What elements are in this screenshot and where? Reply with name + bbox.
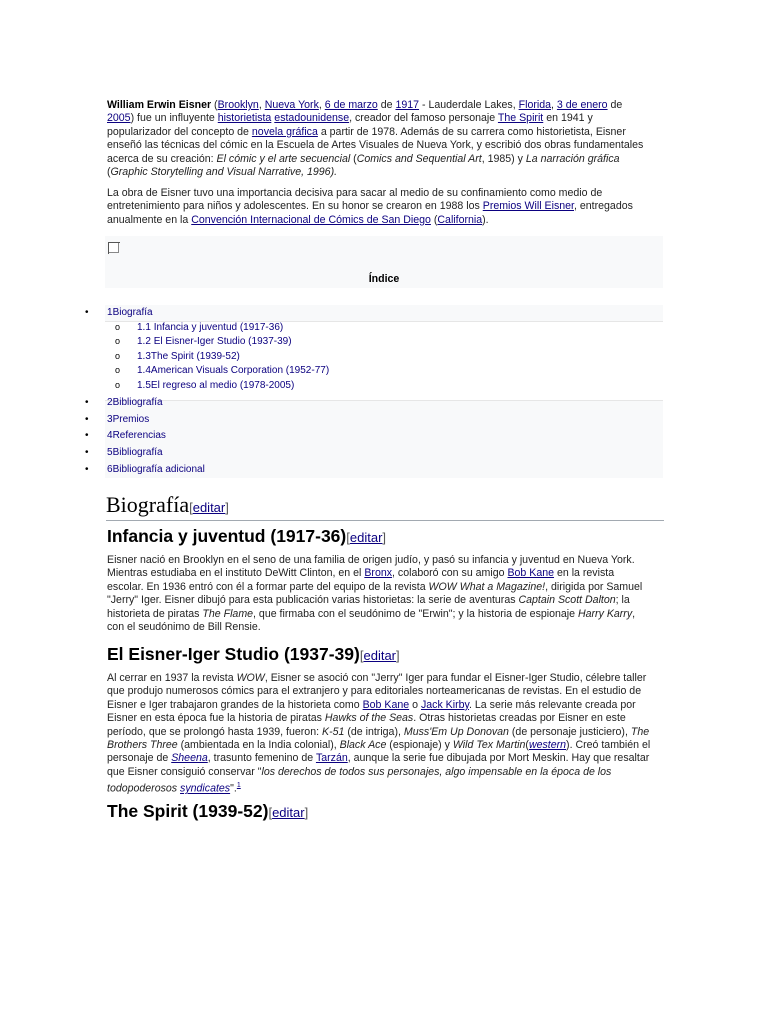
series-title: Captain Scott Dalton: [518, 594, 616, 607]
text: , aunque la serie fue dibujada por Mort Meskin. Hay que resaltar que Eisner consiguió conservar ": [107, 752, 650, 778]
text: , entregados anualmente en la: [107, 200, 633, 226]
edit-link-wrapper: [editar]: [268, 805, 309, 820]
bullet-icon: •: [85, 447, 89, 458]
text-de-2: de: [610, 99, 623, 111]
link-western[interactable]: western: [528, 739, 567, 752]
link-nueva-york[interactable]: Nueva York: [264, 99, 319, 111]
edit-link-wrapper: [editar]: [346, 530, 387, 545]
series-title: Harry Karry: [577, 607, 633, 620]
text: , dirigida por Samuel "Jerry" Iger. Eisner dibujó para esta publicación varias historietas: la serie de aventuras: [107, 580, 643, 607]
series-title: The Brothers Three: [107, 725, 650, 752]
heading-text: Infancia y juventud (1917-36): [107, 526, 347, 546]
text: ".: [230, 782, 237, 795]
link-the-spirit[interactable]: The Spirit: [497, 112, 544, 125]
link-death-year[interactable]: 2005: [107, 112, 131, 125]
edit-link[interactable]: editar: [272, 805, 305, 820]
text: ).: [482, 213, 489, 226]
infancia-paragraph: [107, 554, 652, 634]
text: ) fue un influyente: [130, 112, 215, 125]
toc-item-infancia[interactable]: 1.1 Infancia y juventud (1917-36): [137, 322, 284, 333]
toc-list: [85, 305, 663, 478]
link-tarzan[interactable]: Tarzán: [315, 752, 348, 765]
link-sheena[interactable]: Sheena: [171, 752, 208, 765]
bullet-icon: •: [85, 430, 89, 441]
text: en la revista escolar. En 1936 entró con él a formar parte del equipo de la revista: [107, 567, 615, 593]
subject-name: William Erwin Eisner: [107, 99, 212, 111]
edit-link[interactable]: editar: [349, 530, 383, 545]
book-title-en: Comics and Sequential Art: [356, 152, 482, 165]
toc-item-bibliografia[interactable]: 2Bibliografía: [107, 397, 163, 408]
toc-item-referencias[interactable]: 4Referencias: [107, 430, 166, 441]
toc-item-bibliografia-2[interactable]: 5Bibliografía: [107, 447, 163, 458]
intro-paragraph-2: La obra de Eisner tuvo una importancia decisiva para sacar al medio de su confinamiento como medio de entretenimiento para niños y adolescentes. En su honor se crearon en 1988 los Premios Will Eisner, entregados anualmente en la Convención Internacional de Cómics de San Diego (California).: [107, 187, 633, 226]
toc-header: [105, 236, 663, 288]
link-brooklyn[interactable]: Brooklyn: [217, 99, 259, 111]
link-bob-kane[interactable]: Bob Kane: [362, 698, 410, 711]
text: (de personaje justiciero),: [511, 725, 628, 738]
toc-title: Índice: [368, 273, 400, 285]
text: a partir de 1978. Además de su carrera como historietista, Eisner enseñó las técnicas del cómic en la Escuela de Artes Visuales de Nueva York, y escribió dos obras fundamentales acerca de su creación:: [107, 125, 644, 165]
series-title: Wild Tex Martin: [452, 739, 526, 752]
toc-item-biografia[interactable]: 1Biografía: [107, 307, 153, 318]
series-title: Black Ace: [339, 739, 387, 752]
bullet-icon: •: [85, 307, 89, 318]
sub-bullet-icon: o: [115, 365, 121, 375]
link-california[interactable]: California: [437, 213, 483, 226]
text: . La serie más relevante creada por Eisner en esta época fue la historia de piratas: [107, 698, 636, 725]
link-birth-date[interactable]: 6 de marzo: [324, 99, 378, 111]
text: , con el seudónimo de Bill Rensie.: [107, 607, 636, 634]
sub-bullet-icon: o: [115, 380, 121, 390]
link-birth-year[interactable]: 1917: [395, 99, 420, 111]
toc-item-premios[interactable]: 3Premios: [107, 414, 150, 425]
bullet-icon: •: [85, 397, 89, 408]
text: Al cerrar en 1937 la revista: [107, 672, 234, 684]
bullet-icon: •: [85, 414, 89, 425]
text: (de intriga),: [347, 725, 401, 738]
bullet-icon: •: [85, 464, 89, 475]
text: , que firmaba con el seudónimo de "Erwin"; y la historia de espionaje: [253, 607, 576, 620]
magazine-title: WOW What a Magazine!: [428, 580, 546, 593]
series-title: Muss'Em Up Donovan: [403, 725, 509, 738]
sub-bullet-icon: o: [115, 336, 121, 346]
toc-item-regreso[interactable]: 1.5El regreso al medio (1978-2005): [137, 380, 295, 391]
link-convencion[interactable]: Convención Internacional de Cómics de San Diego: [191, 213, 431, 226]
link-syndicates[interactable]: syndicates: [180, 782, 231, 795]
text: , creador del famoso personaje: [349, 112, 496, 125]
link-novela-grafica[interactable]: novela gráfica: [251, 125, 318, 138]
text: , trasunto femenino de: [207, 752, 314, 765]
text: La obra de Eisner tuvo una importancia decisiva para sacar al medio de su confinamiento como medio de entretenimiento para niños y adolescentes. En su honor se crearon en 1988 los: [107, 187, 603, 213]
book-title: La narración gráfica: [525, 152, 620, 165]
studio-paragraph: Al cerrar en 1937 la revista WOW, Eisner se asoció con "Jerry" Iger para fundar el Eisner-Iger Studio, célebre taller que produjo numerosos cómics para el extranjero y para editoriales norteamericanas de revistas. En el estudio de Eisner e Iger trabajaron grandes de la historieta como Bob Kane o Jack Kirby. La serie más relevante creada por Eisner en esta época fue la historia de piratas Hawks of the Seas. Otras historietas creadas por Eisner en este período, que se prolongó hasta 1939, fueron: K-51 (de intriga), Muss'Em Up Donovan (de personaje justiciero), The Brothers Three (ambientada en la India colonial), Black Ace (espionaje) y Wild Tex Martin(western). Creó también el personaje de Sheena, trasunto femenino de Tarzán, aunque la serie fue dibujada por Mort Meskin. Hay que resaltar que Eisner consiguió conservar "los derechos de todos sus personajes, algo impensable en la época de los todopoderosos syndicates".$^1$: [107, 672, 651, 795]
section-heading-infancia: [107, 525, 386, 549]
edit-link[interactable]: editar: [363, 648, 397, 663]
sub-bullet-icon: o: [115, 322, 121, 332]
text-dash: - Lauderdale Lakes,: [422, 99, 516, 111]
text: . Otras historietas creadas por Eisner en este período, que se prolongó hasta 1939, fueron:: [107, 712, 626, 738]
text: ; la historieta de piratas: [107, 594, 630, 620]
text: Eisner nació en Brooklyn en el seno de una familia de origen judío, y pasó su infancia y juventud en Nueva York. Mientras estudiaba en el instituto DeWitt Clinton, en el: [107, 554, 635, 580]
toc-item-studio[interactable]: 1.2 El Eisner-Iger Studio (1937-39): [137, 336, 292, 347]
section-heading-studio: [107, 643, 400, 667]
heading-text: The Spirit (1939-52): [107, 801, 269, 821]
link-premios-eisner[interactable]: Premios Will Eisner: [482, 200, 574, 213]
text-de: de: [380, 99, 393, 111]
section-heading-biografia: [106, 491, 664, 521]
text: , colaboró con su amigo: [392, 567, 505, 580]
text: en 1941 y popularizador del concepto de: [107, 112, 593, 138]
series-title: Hawks of the Seas: [324, 712, 414, 725]
link-historietista[interactable]: historietista: [217, 112, 272, 125]
toc-item-spirit[interactable]: 1.3The Spirit (1939-52): [137, 351, 240, 362]
book-title: El cómic y el arte secuencial: [216, 152, 351, 165]
text: , Eisner se asoció con "Jerry" Iger para fundar el Eisner-Iger Studio, célebre taller que produjo numerosos cómics para el extranjero y para editoriales norteamericanas de revistas. En el estudio de Eisner e Iger trabajaron grandes de la historieta como: [107, 672, 647, 711]
magazine-title: WOW: [236, 672, 265, 684]
intro-paragraph: William Erwin Eisner (Brooklyn, Nueva York, 6 de marzo de 1917 - Lauderdale Lakes, Florida, 3 de enero de 2005) fue un influyente historietista estadounidense, creador del famoso personaje The Spirit en 1941 y popularizador del concepto de novela gráfica a partir de 1978. Además de su carrera como historietista, Eisner enseñó las técnicas del cómic en la Escuela de Artes Visuales de Nueva York, y escribió dos obras fundamentales acerca de su creación: El cómic y el arte secuencial (Comics and Sequential Art, 1985) y La narración gráfica (Graphic Storytelling and Visual Narrative, 1996).: [107, 99, 644, 179]
sub-bullet-icon: o: [115, 351, 121, 361]
text: , 1985) y: [481, 152, 523, 165]
link-jack-kirby[interactable]: Jack Kirby: [420, 698, 470, 711]
link-florida[interactable]: Florida: [518, 99, 552, 111]
toc-item-bibliografia-adicional[interactable]: 6Bibliografía adicional: [107, 464, 205, 475]
edit-link-wrapper: [editar]: [189, 500, 229, 515]
toc-item-american[interactable]: 1.4American Visuals Corporation (1952-77): [137, 365, 330, 376]
text: ). Creó también el personaje de: [107, 739, 651, 765]
link-death-date[interactable]: 3 de enero: [556, 99, 608, 111]
link-estadounidense[interactable]: estadounidense: [274, 112, 350, 125]
link-bronx[interactable]: Bronx: [364, 567, 393, 580]
link-bob-kane[interactable]: Bob Kane: [507, 567, 555, 580]
section-heading-spirit: [107, 800, 308, 824]
text: o: [412, 698, 418, 711]
toc-toggle-checkbox[interactable]: [108, 242, 119, 253]
edit-link[interactable]: editar: [192, 500, 226, 515]
reference-link[interactable]: 1: [236, 782, 241, 790]
heading-text: Biografía: [106, 492, 190, 517]
text: (espionaje) y: [389, 739, 450, 752]
text: (ambientada en la India colonial),: [180, 739, 337, 752]
edit-link-wrapper: [editar]: [359, 648, 400, 663]
quote-text: los derechos de todos sus personajes, algo impensable en la época de los todopoderosos: [107, 765, 612, 795]
heading-text: El Eisner-Iger Studio (1937-39): [107, 644, 360, 664]
series-title: K-51: [322, 725, 345, 738]
series-title: The Flame: [202, 607, 254, 620]
book-title-en: Graphic Storytelling and Visual Narrative, 1996).: [110, 166, 338, 179]
